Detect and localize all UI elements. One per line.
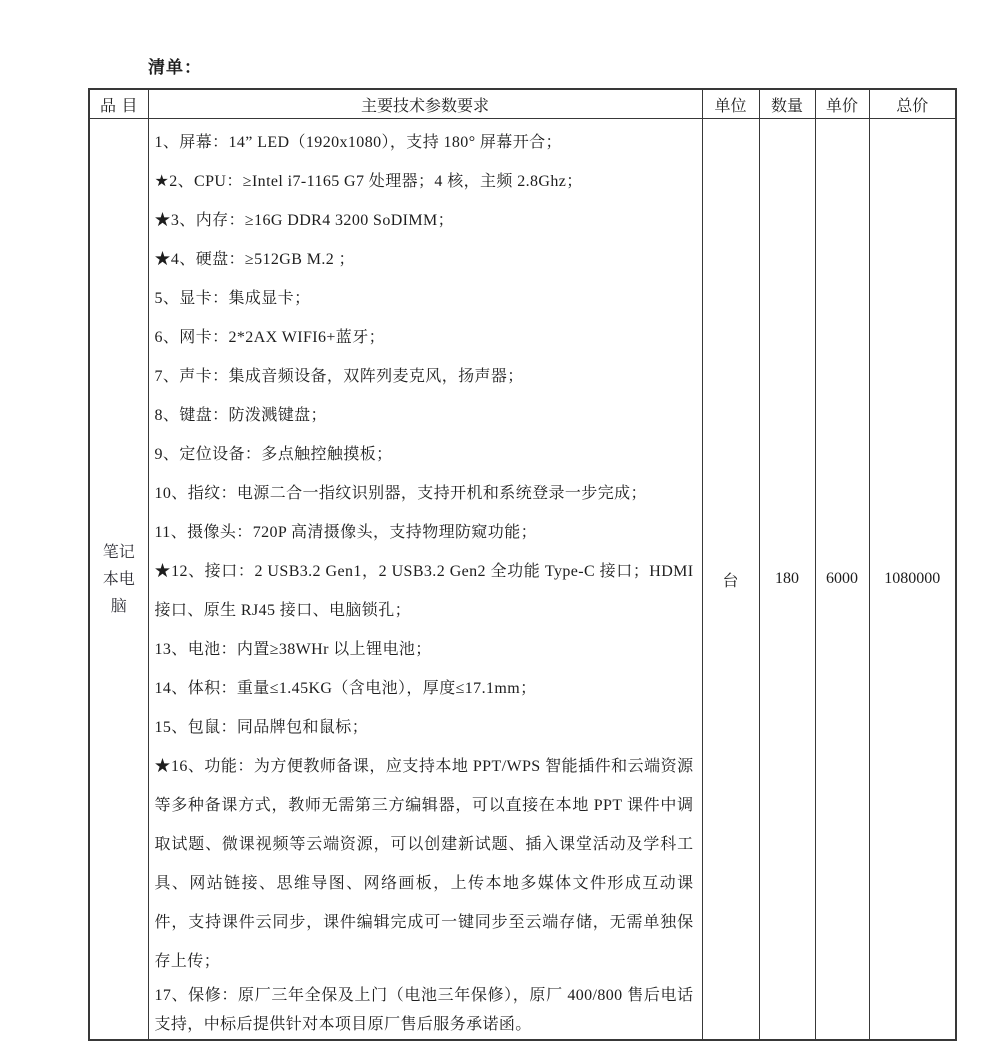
column-header-unit: 单位 xyxy=(702,89,759,119)
spec-item-4: ★4、硬盘：≥512GB M.2 ； xyxy=(154,251,355,268)
quantity-cell: 180 xyxy=(759,119,815,1041)
spec-item-13: 13、电池：内置≥38WHr 以上锂电池； xyxy=(154,641,432,658)
total-price-cell: 1080000 xyxy=(869,119,956,1041)
spec-item-5: 5、显卡：集成显卡； xyxy=(154,290,311,307)
column-header-quantity: 数量 xyxy=(759,89,815,119)
unit-price-cell: 6000 xyxy=(815,119,869,1041)
spec-item-1: 1、屏幕：14” LED（1920x1080），支持 180° 屏幕开合； xyxy=(154,134,562,151)
spec-item-17: 17、保修：原厂三年全保及上门（电池三年保修），原厂 400/800 售后电话支持，中标后提供针对本项目原厂售后服务承诺函。 xyxy=(154,987,694,1033)
spec-item-12: ★12、接口：2 USB3.2 Gen1，2 USB3.2 Gen2 全功能 Type-C 接口；HDMI 接口、原生 RJ45 接口、电脑锁孔； xyxy=(154,563,694,619)
spec-item-6: 6、网卡：2*2AX WIFI6+蓝牙； xyxy=(154,329,386,346)
spec-item-16: ★16、功能：为方便教师备课，应支持本地 PPT/WPS 智能插件和云端资源等多种备课方式，教师无需第三方编辑器，可以直接在本地 PPT 课件中调取试题、微课视频等云端资源，可以创建新试题、插入课堂活动及学科工具、网站链接、思维导图、网络画板，上传本地多媒体文件形成互动课件，支持课件云同步，课件编辑完成可一键同步至云端存储，无需单独保存上传； xyxy=(154,758,694,970)
spec-item-2: ★2、CPU：≥Intel i7-1165 G7 处理器；4 核，主频 2.8Ghz； xyxy=(154,173,583,190)
spec-item-7: 7、声卡：集成音频设备，双阵列麦克风，扬声器； xyxy=(154,368,524,385)
table-header-row xyxy=(89,89,956,119)
spec-item-8: 8、键盘：防泼溅键盘； xyxy=(154,407,327,424)
column-header-unit-price: 单价 xyxy=(815,89,869,119)
specs-cell xyxy=(148,119,702,1041)
spec-item-15: 15、包鼠：同品牌包和鼠标； xyxy=(154,719,369,736)
unit-cell: 台 xyxy=(702,119,759,1041)
column-header-specs: 主要技术参数要求 xyxy=(148,89,702,119)
table-row xyxy=(89,119,956,1041)
item-name-cell: 笔记本电脑 xyxy=(89,119,148,1041)
column-header-total-price: 总价 xyxy=(869,89,956,119)
page-title: 清单： xyxy=(148,58,202,77)
spec-item-9: 9、定位设备：多点触控触摸板； xyxy=(154,446,393,463)
spec-item-10: 10、指纹：电源二合一指纹识别器，支持开机和系统登录一步完成； xyxy=(154,485,647,502)
spec-item-3: ★3、内存：≥16G DDR4 3200 SoDIMM； xyxy=(154,212,455,229)
spec-item-11: 11、摄像头：720P 高清摄像头，支持物理防窥功能； xyxy=(154,524,538,541)
column-header-item: 品目 xyxy=(89,89,148,119)
spec-item-14: 14、体积：重量≤1.45KG（含电池），厚度≤17.1mm； xyxy=(154,680,537,697)
procurement-items-table xyxy=(88,88,957,1041)
